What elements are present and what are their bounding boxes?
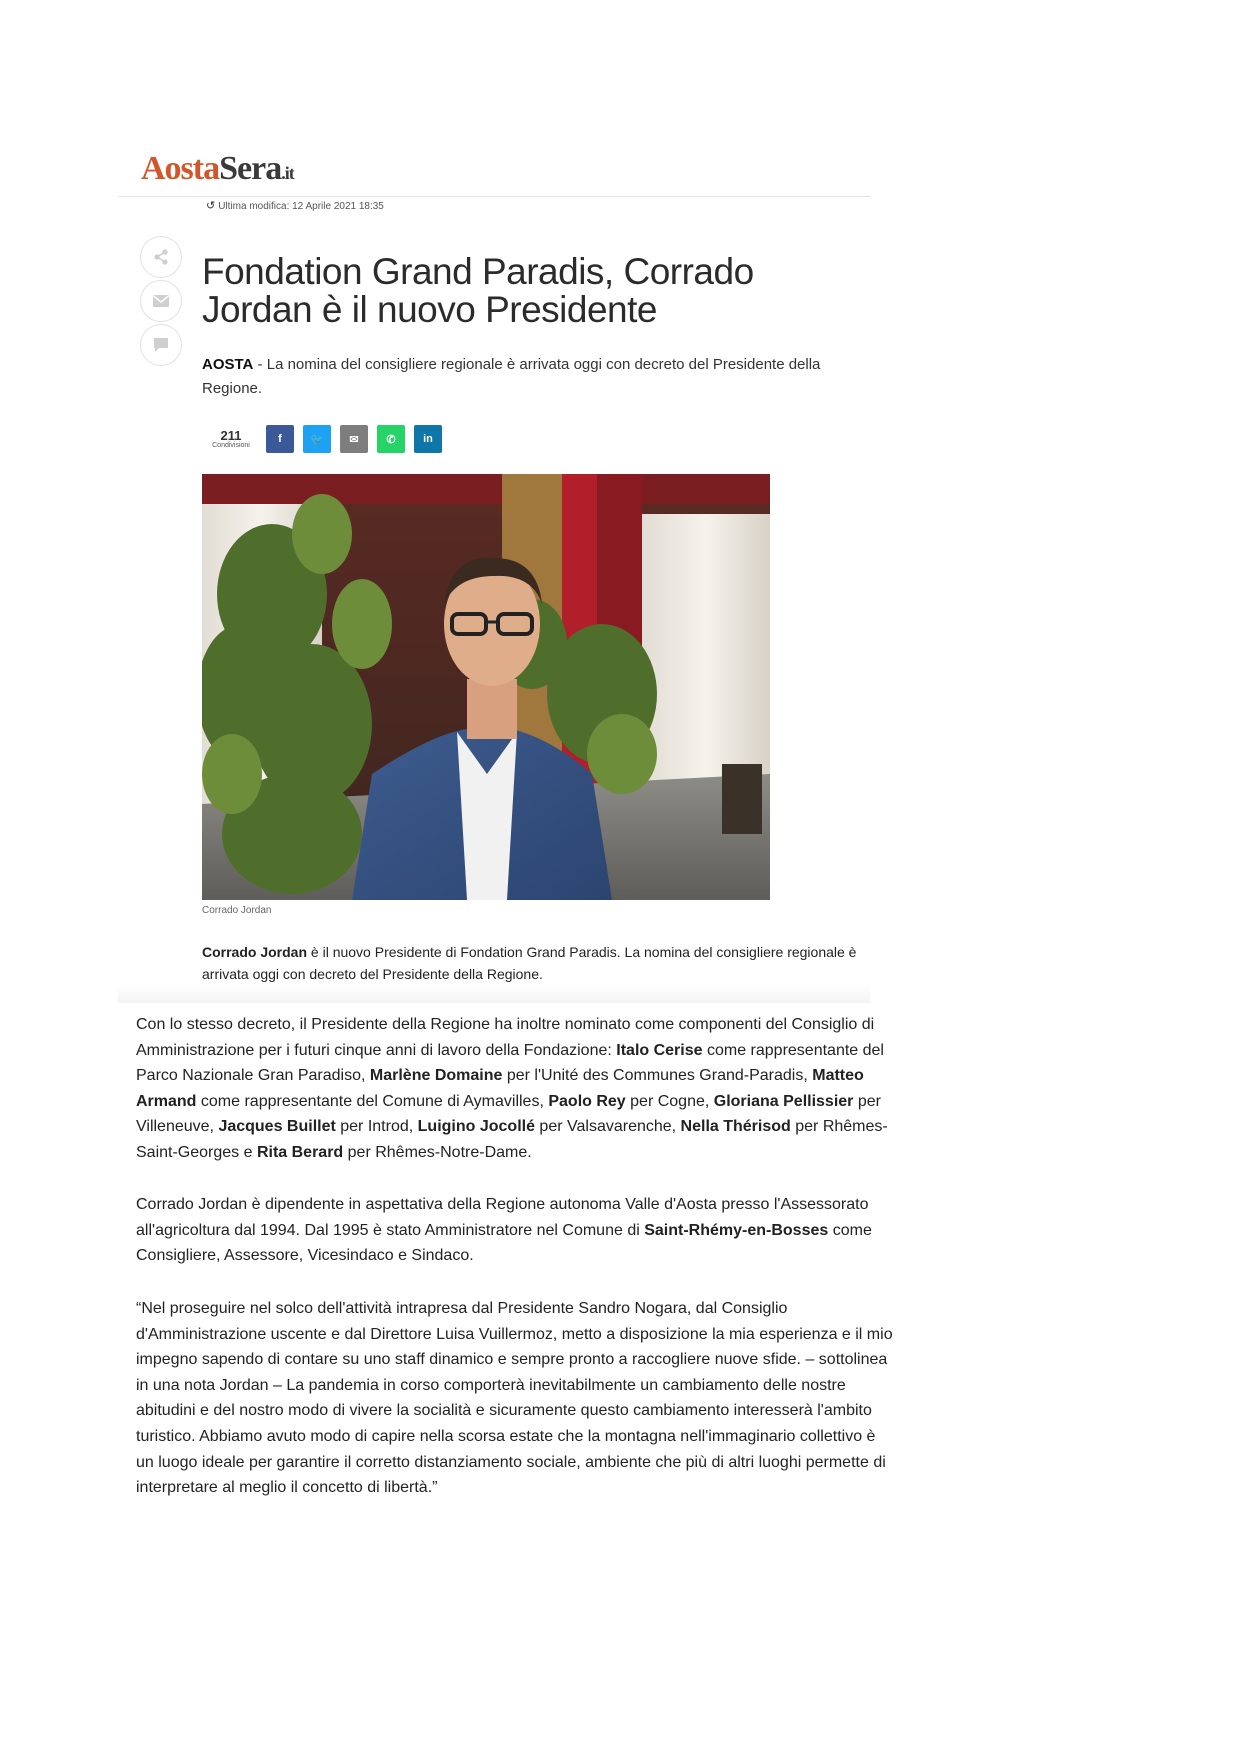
paragraph-text: per Rhêmes-Saint-Georges e: [136, 1118, 888, 1161]
article-photo: [202, 474, 770, 900]
facebook-share-button[interactable]: f: [266, 425, 294, 453]
portrait-photo: [202, 474, 770, 900]
twitter-share-button[interactable]: 🐦: [303, 425, 331, 453]
email-share-button[interactable]: ✉: [340, 425, 368, 453]
side-mail-button[interactable]: [140, 280, 182, 322]
person-name: Saint-Rhémy-en-Bosses: [644, 1221, 829, 1239]
paragraph-text: per l'Unité des Communes Grand-Paradis,: [502, 1067, 813, 1085]
person-name: Italo Cerise: [616, 1041, 703, 1059]
person-name: Luigino Jocollé: [417, 1118, 535, 1136]
share-count-label: Condivisioni: [212, 442, 250, 449]
person-name: Rita Berard: [256, 1143, 344, 1161]
summary-bold: Corrado Jordan: [202, 944, 308, 960]
article-summary: [202, 941, 862, 985]
paragraph-text: come Consigliere, Assessore, Vicesindaco e Sindaco.: [136, 1221, 872, 1265]
paragraph-text: Corrado Jordan è dipendente in aspettativa della Regione autonoma Valle d'Aosta presso l'Assessorato all'agricoltura dal 1994. Dal 1995 è stato Amministratore nel Comune di: [136, 1196, 869, 1239]
linkedin-share-button[interactable]: in: [414, 425, 442, 453]
article-title: Fondation Grand Paradis, Corrado Jordan è il nuovo Presidente: [202, 251, 754, 330]
whatsapp-share-button[interactable]: ✆: [377, 425, 405, 453]
side-share-button[interactable]: [140, 236, 182, 278]
history-icon: ↺: [206, 200, 216, 212]
site-logo[interactable]: [141, 150, 294, 188]
person-name: Nella Thérisod: [680, 1118, 791, 1136]
side-comment-button[interactable]: [140, 324, 182, 366]
body-paragraph-2: [136, 1192, 896, 1269]
person-name: Gloriana Pellissier: [713, 1092, 854, 1110]
summary-fade-divider: [118, 985, 870, 1003]
article-lead: [202, 353, 862, 401]
paragraph-text: Con lo stesso decreto, il Presidente della Regione ha inoltre nominato come componenti del Consiglio di Amministrazione per i futuri cinque anni di lavoro della Fondazione:: [136, 1016, 875, 1059]
body-paragraph-1: [136, 1012, 896, 1166]
mail-icon: [151, 291, 171, 311]
person-name: Jacques Buillet: [218, 1118, 336, 1136]
paragraph-text: per Rhêmes-Notre-Dame.: [343, 1143, 532, 1161]
paragraph-text: come rappresentante del Comune di Aymavilles,: [196, 1092, 549, 1110]
photo-caption: Corrado Jordan: [202, 905, 272, 916]
share-count-number: 211: [220, 428, 242, 443]
header-divider: [118, 196, 870, 197]
last-modified: [206, 199, 384, 212]
paragraph-text: per Introd,: [335, 1118, 418, 1136]
person-name: Matteo Armand: [136, 1067, 864, 1110]
share-counter: [202, 429, 260, 449]
paragraph-text: per Valsavarenche,: [534, 1118, 681, 1136]
logo-sera: Sera: [219, 150, 282, 187]
comment-icon: [151, 335, 171, 355]
share-bar: [202, 425, 451, 453]
last-modified-text: Ultima modifica: 12 Aprile 2021 18:35: [218, 201, 384, 212]
logo-tld: .it: [281, 163, 294, 183]
logo-aosta: Aosta: [141, 150, 220, 187]
lead-location: AOSTA: [202, 356, 254, 373]
lead-text: - La nomina del consigliere regionale è arrivata oggi con decreto del Presidente della Regione.: [202, 356, 821, 397]
body-paragraph-3: [136, 1296, 896, 1501]
paragraph-text: “Nel proseguire nel solco dell'attività intrapresa dal Presidente Sandro Nogara, dal Consiglio d'Amministrazione uscente e dal Direttore Luisa Vuillermoz, metto a disposizione la mia esperienza e il mio impegno sapendo di contare su uno staff dinamico e sempre pronto a raccogliere nuove sfide. – sottolinea in una nota Jordan – La pandemia in corso comporterà inevitabilmente un cambiamento delle nostre abitudini e del nostro modo di vivere la socialità e sicuramente questo cambiamento interesserà l'ambito turistico. Abbiamo avuto modo di capire nella scorsa estate che la montagna nell'immaginario collettivo è un luogo ideale per garantire il corretto distanziamento sociale, ambiente che più di altri luoghi permette di interpretare al meglio il concetto di libertà.”: [136, 1300, 893, 1497]
share-icon: [151, 247, 171, 267]
paragraph-text: per Cogne,: [625, 1092, 714, 1110]
summary-text: è il nuovo Presidente di Fondation Grand Paradis. La nomina del consigliere regionale è arrivata oggi con decreto del Presidente della Regione.: [202, 944, 857, 982]
person-name: Marlène Domaine: [369, 1067, 503, 1085]
paragraph-text: per Villeneuve,: [136, 1092, 881, 1136]
paragraph-text: come rappresentante del Parco Nazionale Gran Paradiso,: [136, 1041, 884, 1085]
person-name: Paolo Rey: [548, 1092, 626, 1110]
